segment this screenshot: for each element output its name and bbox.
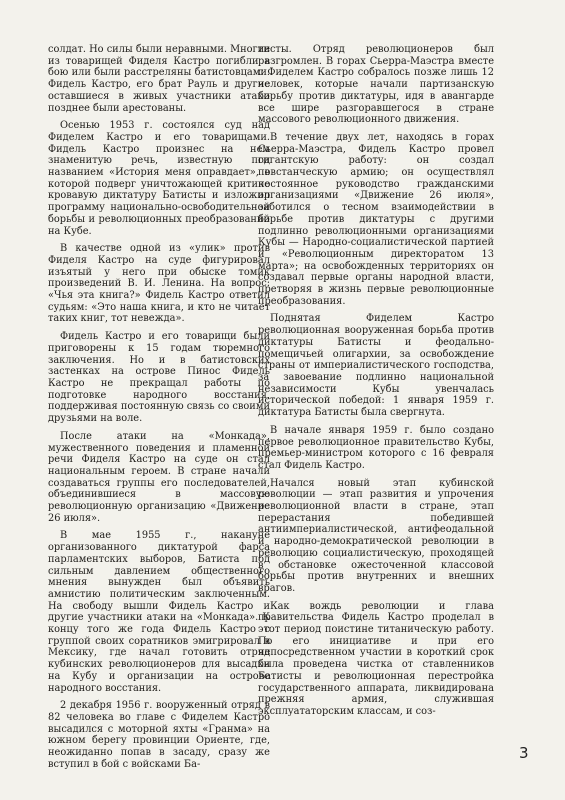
page-number: 3 [519, 744, 529, 762]
paragraph: В начале января 1959 г. было создано первое революционное правительство Кубы, премьер-министром которого с 16 февраля стал Фидель Кастро. [258, 424, 494, 471]
paragraph: В мае 1955 г., накануне организованного диктатурой фарса парламентских выборов, Батиста под сильным давлением общественного мнения вынужден был объявить амнистию политическим заключенным. На свободу вышли Фидель Кастро и другие участники атаки на «Монкада». К концу того же года Фидель Кастро с группой своих соратников эмигрировал в Мексику, где начал готовить отряд кубинских революционеров для высадки на Кубу и организации на острове народного восстания. [48, 530, 270, 694]
paragraph: Поднятая Фиделем Кастро революционная вооруженная борьба против диктатуры Батисты и феодально-помещичьей олигархии, за освобождение страны от империалистического господства, за завоевание подлинно национальной независимости Кубы увенчалась исторической победой: 1 января 1959 г. диктатура Батисты была свергнута. [258, 313, 494, 419]
paragraph: В течение двух лет, находясь в горах Сьерра-Маэстра, Фидель Кастро провел гигантскую работу: он создал повстанческую армию; он осуществлял постоянное руководство гражданскими организациями «Движение 26 июля», заботился о тесном взаимодействии в борьбе против диктатуры с другими подлинно революционными организациями Кубы — Народно-социалистической партией и «Революционным директоратом 13 марта»; на освобожденных территориях он создавал первые органы народной власти, претворяя в жизнь первые революционные преобразования. [258, 131, 494, 307]
paragraph: солдат. Но силы были неравными. Многие из товарищей Фиделя Кастро погибли в бою или были расстреляны батистовцами. Фидель Кастро, его брат Рауль и другие оставшиеся в живых участники атаки позднее были арестованы. [48, 44, 270, 114]
paragraph: Осенью 1953 г. состоялся суд над Фиделем Кастро и его товарищами. Фидель Кастро произнес на нем знаменитую речь, известную под названием «История меня оправдает», в которой подверг уничтожающей критике кровавую диктатуру Батисты и изложил программу национально-освободительной борьбы и революционных преобразований на Кубе. [48, 120, 270, 237]
paragraph: Фидель Кастро и его товарищи были приговорены к 15 годам тюремного заключения. Но и в батистовских застенках на острове Пинос Фидель Кастро не прекращал работы по подготовке народного восстания, поддерживая постоянную связь со своими друзьями на воле. [48, 331, 270, 425]
paragraph: Начался новый этап кубинской революции — этап развития и упрочения революционной власти в стране, этап перерастания победившей антиимпериалистической, антифеодальной и народно-демократической революции в революцию социалистическую, проходящей в обстановке ожесточенной классовой борьбы против внутренних и внешних врагов. [258, 477, 494, 594]
paragraph: В качестве одной из «улик» против Фиделя Кастро на суде фигурировал изъятый у него при обыске томик произведений В. И. Ленина. На вопрос: «Чья эта книга?» Фидель Кастро ответил судьям: «Это наша книга, и кто не читает таких книг, тот невежда». [48, 243, 270, 325]
paragraph: тисты. Отряд революционеров был разгромлен. В горах Сьерра-Маэстра вместе с Фиделем Кастро собралось позже лишь 12 человек, которые начали партизанскую борьбу против диктатуры, идя в авангарде все шире разгоравшегося в стране массового революционного движения. [258, 44, 494, 126]
paragraph: Как вождь революции и глава правительства Фидель Кастро проделал в этот период поистине титаническую работу. По его инициативе и при его непосредственном участии в короткий срок была проведена чистка от ставленников Батисты и революционная перестройка государственного аппарата, ликвидирована прежняя армия, служившая эксплуататорским классам, и соз- [258, 600, 494, 717]
paragraph: 2 декабря 1956 г. вооруженный отряд в 82 человека во главе с Фиделем Кастро высадился с моторной яхты «Гранма» на южном берегу провинции Ориенте, где, неожиданно попав в засаду, сразу же вступил в бой с войсками Ба- [48, 700, 270, 770]
left-text-column [48, 44, 270, 776]
paragraph: После атаки на «Монкада», мужественного поведения и пламенной речи Фиделя Кастро на суде он стал национальным героем. В стране начали создаваться группы его последователей, объединившиеся в массовую революционную организацию «Движение 26 июля». [48, 430, 270, 524]
right-text-column [258, 44, 494, 724]
